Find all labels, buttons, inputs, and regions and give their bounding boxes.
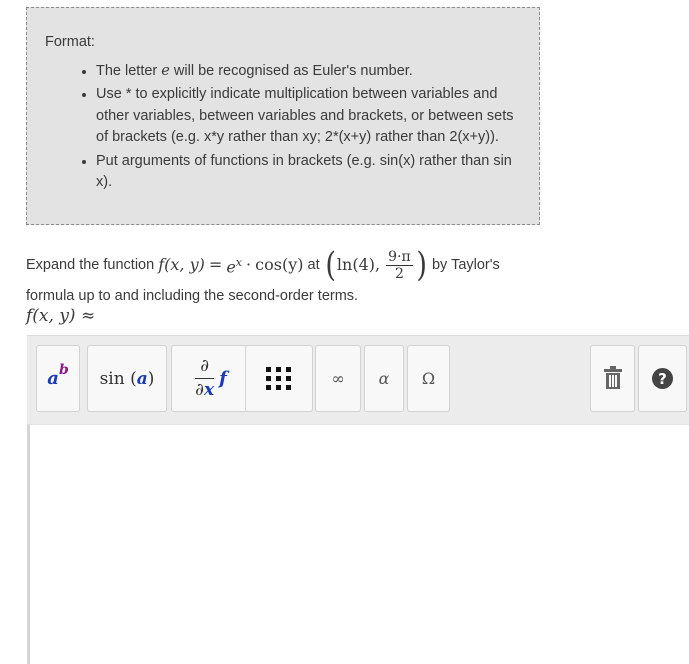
cos-term: cos(y)	[255, 255, 304, 274]
clear-button[interactable]	[590, 345, 635, 412]
sin-fn: sin	[99, 368, 125, 389]
question-line-2: formula up to and including the second-order terms.	[26, 288, 359, 304]
omega-symbol: Ω	[421, 369, 436, 388]
answer-prefix: f(x, y) ≈	[26, 306, 96, 326]
ln-term: ln(4),	[336, 255, 381, 274]
right-paren: )	[416, 245, 427, 285]
matrix-button[interactable]	[245, 345, 313, 412]
format-item-text: will be recognised as Euler's number.	[169, 62, 413, 79]
format-item: • Put arguments of functions in brackets (e.g. sin(x) rather than sin x).	[96, 151, 521, 194]
sin-label: sin (a)	[99, 368, 155, 389]
greek-upper-button[interactable]	[407, 345, 450, 412]
format-list	[45, 61, 521, 194]
help-icon: ?	[652, 368, 673, 389]
question-line-1	[26, 244, 586, 286]
exp-term	[226, 253, 242, 277]
exp-power: x	[235, 255, 243, 269]
power-button[interactable]	[36, 345, 80, 412]
deriv-numerator: ∂	[195, 356, 214, 379]
euler-var: e	[161, 62, 170, 79]
question-at: at	[307, 257, 320, 273]
format-item-text: The letter	[96, 62, 162, 79]
trash-icon	[604, 368, 622, 390]
power-base: a	[47, 368, 59, 389]
math-toolbar	[27, 335, 689, 425]
deriv-partial: ∂	[195, 380, 204, 400]
format-item: • Use * to explicitly indicate multiplication between variables and other variables, between variables and brackets, or between sets of brackets (e.g. x*y rather than xy; 2*(x+y) rather than 2(x+y)).	[96, 84, 521, 149]
greek-lower-button[interactable]	[364, 345, 404, 412]
format-title: Format:	[45, 34, 95, 50]
equals-sign: =	[208, 255, 223, 274]
point-fraction	[386, 249, 413, 282]
function-name: f(x, y)	[158, 255, 205, 274]
question-post: by Taylor's	[431, 257, 500, 273]
exp-base: e	[226, 257, 236, 277]
function-button[interactable]	[87, 345, 167, 412]
power-exponent: b	[58, 361, 69, 378]
fraction-numerator: 9·π	[388, 248, 411, 265]
left-paren: (	[324, 245, 336, 285]
deriv-function: f	[219, 368, 227, 389]
times-dot: ·	[246, 255, 252, 274]
derivative-button[interactable]	[171, 345, 251, 412]
deriv-denominator	[195, 379, 214, 401]
derivative-fraction	[195, 356, 214, 401]
format-instructions	[26, 7, 540, 225]
infinity-button[interactable]	[315, 345, 361, 412]
help-button[interactable]	[638, 345, 687, 412]
sin-arg: a	[136, 368, 148, 389]
deriv-var: x	[203, 380, 215, 400]
answer-editor[interactable]	[27, 424, 689, 664]
alpha-symbol: α	[378, 369, 390, 388]
question-pre: Expand the function	[26, 257, 155, 273]
question-text	[26, 244, 586, 306]
matrix-icon	[266, 367, 292, 390]
format-item	[96, 61, 521, 83]
infinity-symbol: ∞	[331, 369, 345, 388]
fraction-denominator: 2	[394, 265, 404, 282]
